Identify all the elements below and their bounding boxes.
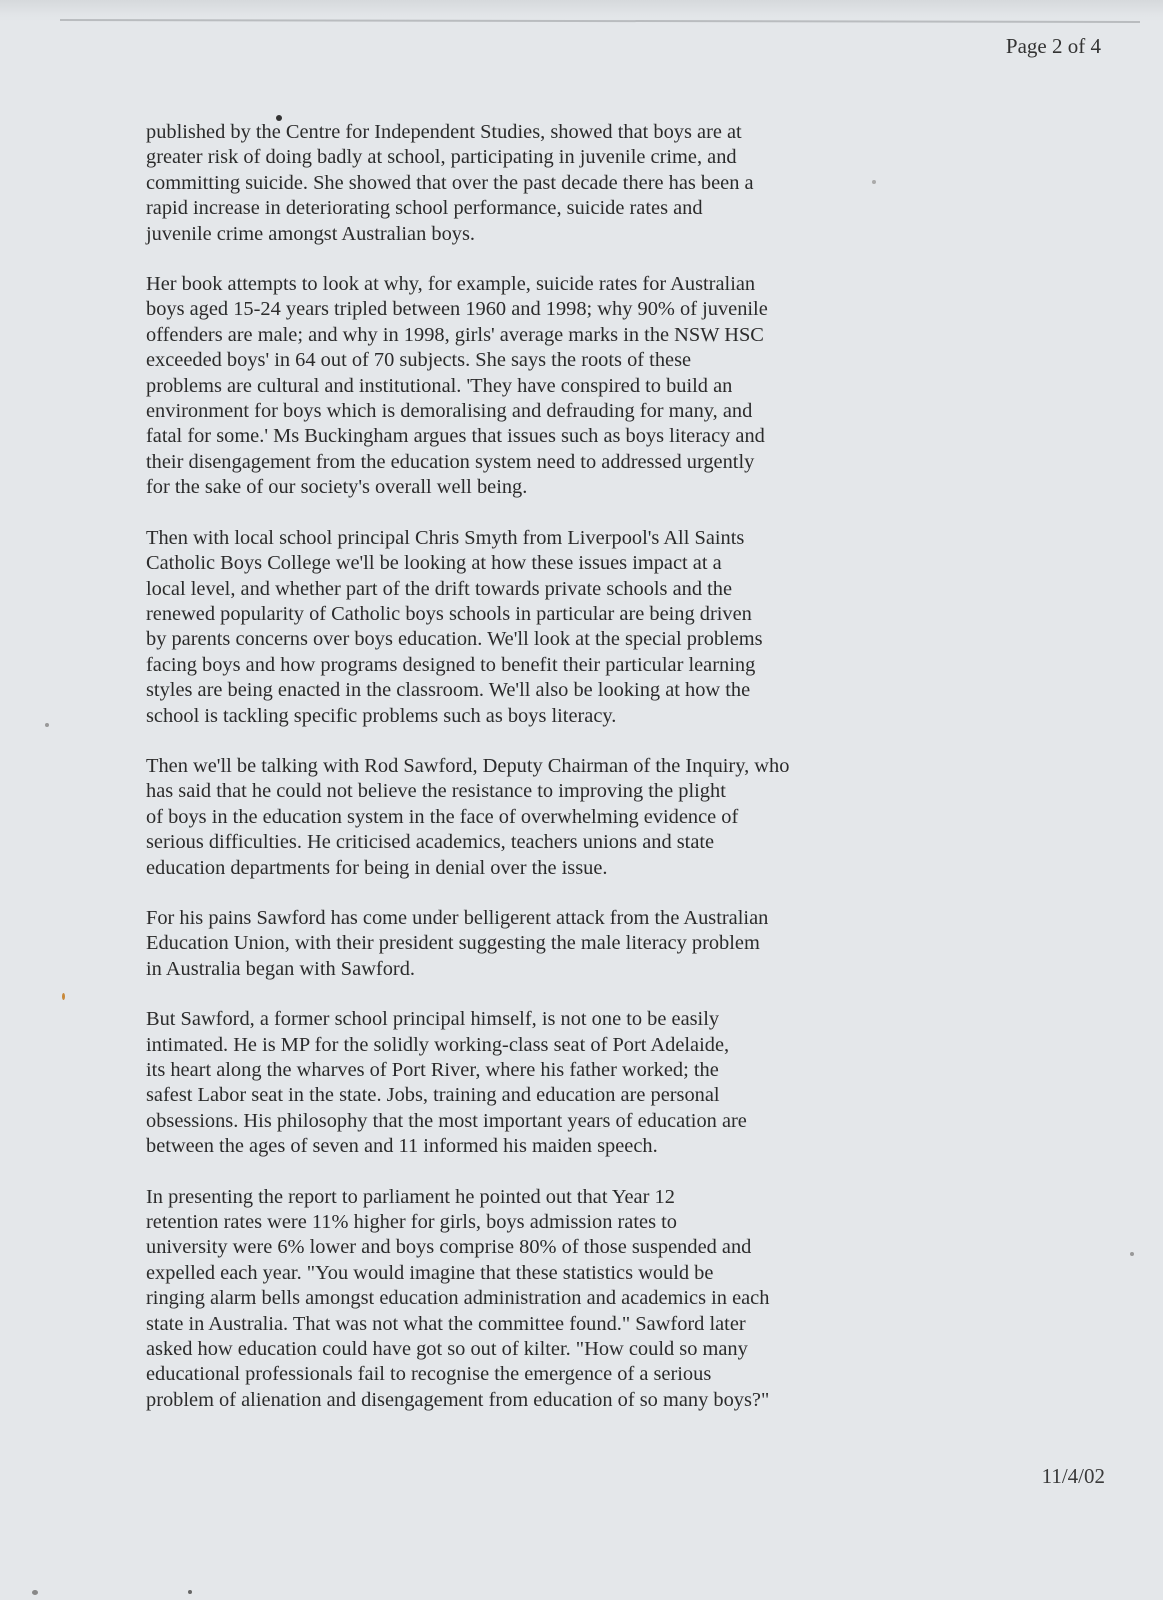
scan-speck: [1130, 1252, 1134, 1256]
paragraph: published by the Centre for Independent Studies, showed that boys are at greater risk of doing badly at school, participating in juvenile crime, and committing suicide. She showed that over the past decade there has been a rapid increase in deteriorating school performance, suicide rates and juvenile crime amongst Australian boys.: [146, 121, 754, 245]
paragraph: In presenting the report to parliament he pointed out that Year 12 retention rates were 11% higher for girls, boys admission rates to university were 6% lower and boys comprise 80% of those suspended and expelled each year. "You would imagine that these statistics would be ringing alarm bells amongst education administration and academics in each state in Australia. That was not what the committee found." Sawford later asked how education could have got so out of kilter. "How could so many educational professionals fail to recognise the emergence of a serious problem of alienation and disengagement from education of so many boys?": [146, 1185, 770, 1411]
document-date: 11/4/02: [1041, 1464, 1105, 1488]
paragraph: But Sawford, a former school principal himself, is not one to be easily intimated. He is MP for the solidly working-class seat of Port Adelaide, its heart along the wharves of Port River, where his father worked; the safest Labor seat in the state. Jobs, training and education are personal obsessions. His philosophy that the most important years of education are between the ages of seven and 11 informed his maiden speech.: [146, 1008, 747, 1158]
page-number: Page 2 of 4: [1005, 34, 1101, 58]
paragraph: For his pains Sawford has come under belligerent attack from the Australian Education Union, with their president suggesting the male literacy problem in Australia began with Sawford.: [146, 906, 769, 980]
paragraph: Then we'll be talking with Rod Sawford, Deputy Chairman of the Inquiry, who has said that he could not believe the resistance to improving the plight of boys in the education system in the face of overwhelming evidence of serious difficulties. He criticised academics, teachers unions and state education departments for being in denial over the issue.: [146, 754, 790, 879]
scan-speck: [276, 115, 282, 121]
scan-speck: [32, 1590, 38, 1595]
document-body: [146, 120, 876, 1438]
scan-speck: [62, 993, 65, 1000]
scan-speck: [872, 180, 876, 184]
paragraph: Then with local school principal Chris Smyth from Liverpool's All Saints Catholic Boys College we'll be looking at how these issues impact at a local level, and whether part of the drift towards private schools and the renewed popularity of Catholic boys schools in particular are being driven by parents concerns over boys education. We'll look at the special problems facing boys and how programs designed to benefit their particular learning styles are being enacted in the classroom. We'll also be looking at how the school is tackling specific problems such as boys literacy.: [146, 526, 763, 727]
scan-speck: [188, 1590, 192, 1594]
paragraph: Her book attempts to look at why, for example, suicide rates for Australian boys aged 15-24 years tripled between 1960 and 1998; why 90% of juvenile offenders are male; and why in 1998, girls' average marks in the NSW HSC exceeded boys' in 64 out of 70 subjects. She says the roots of these problems are cultural and institutional. 'They have conspired to build an environment for boys which is demoralising and defrauding for many, and fatal for some.' Ms Buckingham argues that issues such as boys literacy and their disengagement from the education system need to addressed urgently for the sake of our society's overall well being.: [146, 273, 768, 499]
scan-speck: [45, 723, 49, 727]
